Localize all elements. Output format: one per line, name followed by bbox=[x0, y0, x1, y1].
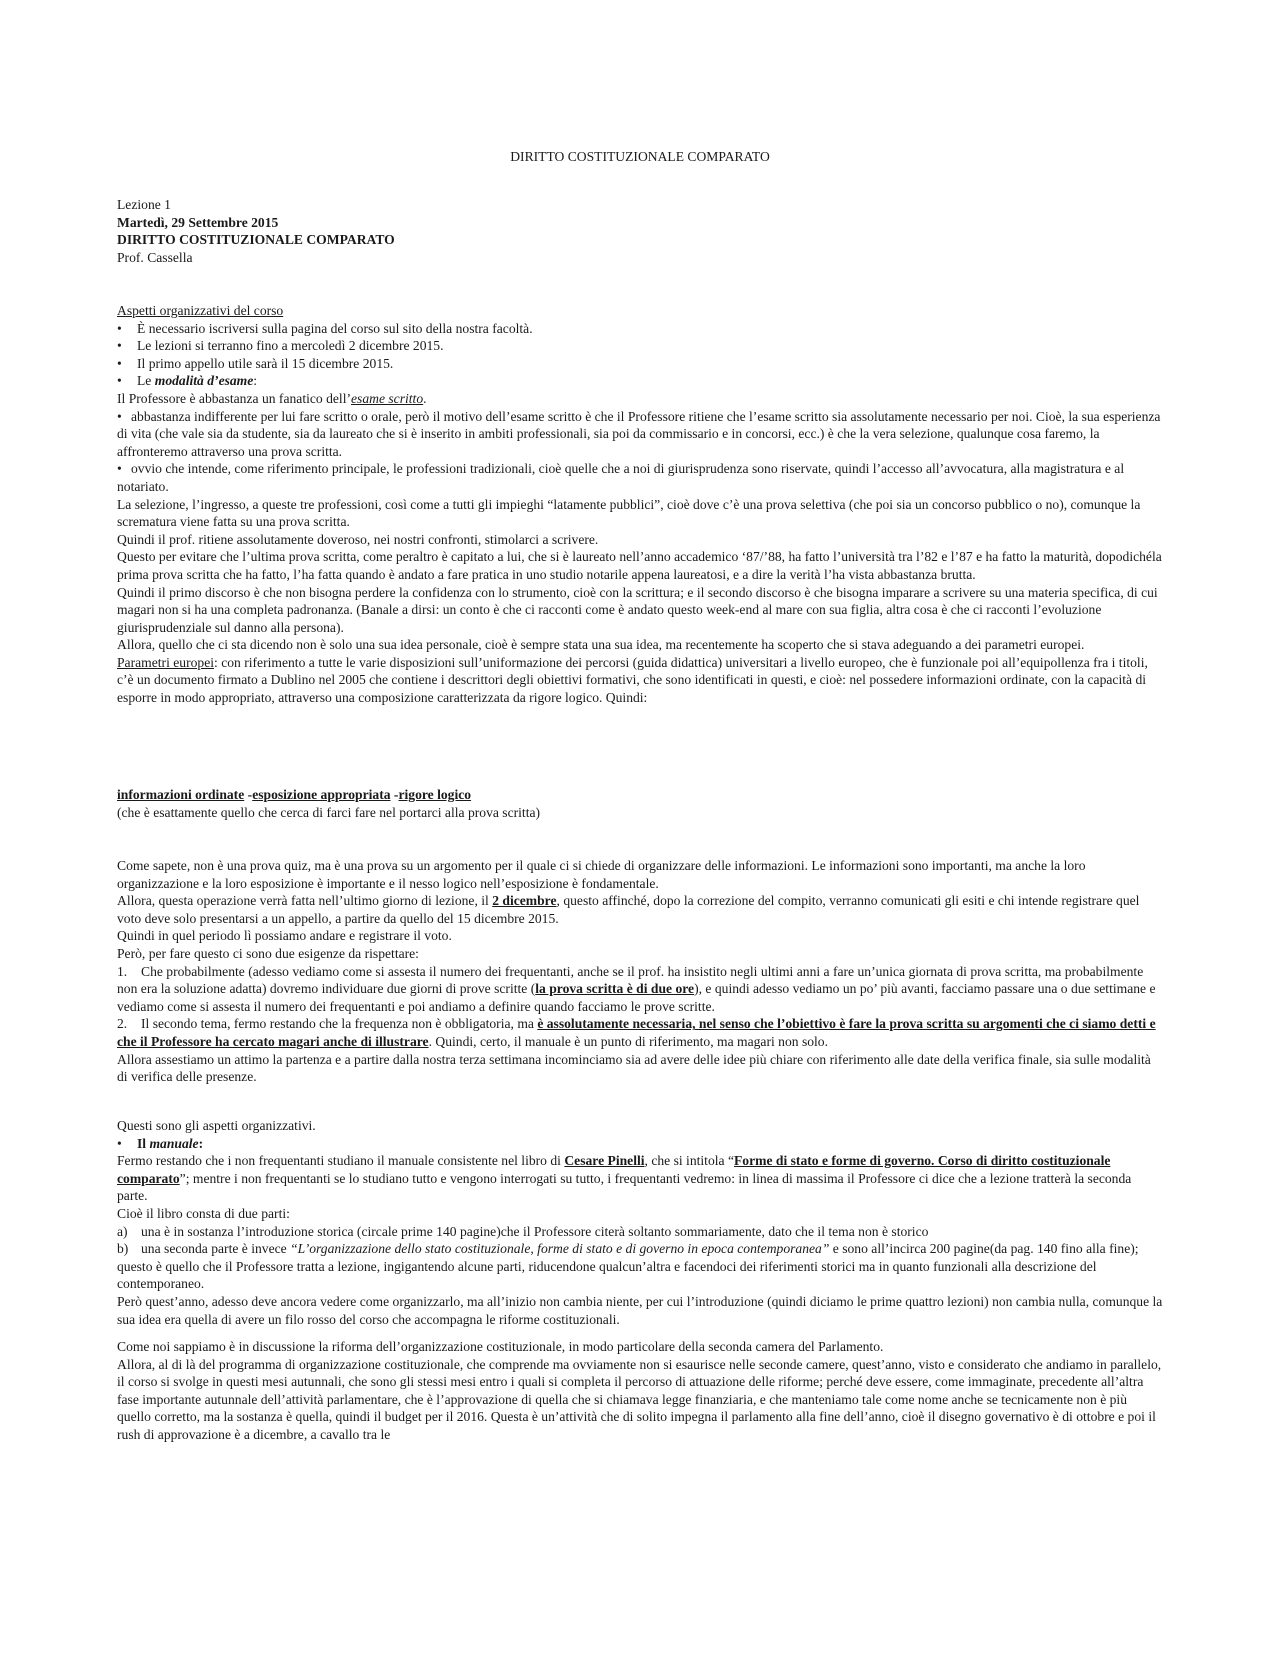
bullet-icon: • bbox=[117, 408, 122, 424]
paragraph: La selezione, l’ingresso, a queste tre professioni, così come a tutti gli impieghi “latamente pubblici”, cioè dove c’è una prova selettiva (che poi sia un concorso pubblico o no), comunque la scrematura viene fatta su una prova scritta. bbox=[117, 496, 1141, 530]
section-reform bbox=[117, 1338, 1163, 1444]
section-exam bbox=[117, 857, 1163, 1086]
numbered-item: 2. Il secondo tema, fermo restando che la frequenza non è obbligatoria, ma è assolutamente necessaria, nel senso che l’obiettivo è fare la prova scritta su argomenti che ci siamo detti e che il Professore ha cercato magari anche di illustrare. Quindi, certo, il manuale è un punto di riferimento, ma magari non solo. bbox=[117, 1016, 1156, 1049]
lesson-number: Lezione 1 bbox=[117, 197, 171, 212]
numbered-item: 1. Che probabilmente (adesso vediamo come si assesta il numero dei frequentanti, anche se il prof. ha insistito negli ultimi anni a fare un’unica giornata di prova scritta, ma probabilmente non era la soluzione adatta) dovremo individuare due giorni di prove scritte (la prova scritta è di due ore), e quindi adesso vediamo un po’ più avanti, facciamo passare una o due settimane e vediamo come si assesta il numero dei frequentanti e poi andiamo a definire quando facciamo le prove scritte. bbox=[117, 963, 1156, 1014]
list-item: • Il primo appello utile sarà il 15 dicembre 2015. bbox=[117, 355, 394, 371]
list-item: • Le modalità d’esame: bbox=[117, 373, 258, 389]
paragraph: Questo per evitare che l’ultima prova scritta, come peraltro è capitato a lui, che si è laureato nell’anno accademico ‘87/’88, ha fatto l’università tra l’82 e l’87 e ha fatto la maturità, dopodichéla prima prova scritta che ha fatto, l’ha fatta quando è andato a fare pratica in uno studio notarile appena laureatosi, e a dire la verità l’ha vista abbastanza brutta. bbox=[117, 549, 1162, 582]
section-heading: Aspetti organizzativi del corso bbox=[117, 303, 284, 318]
descriptor-note: (che è esattamente quello che cerca di farci fare nel portarci alla prova scritta) bbox=[117, 804, 541, 820]
bullet-icon: • bbox=[117, 1135, 122, 1151]
list-item: • È necessario iscriversi sulla pagina del corso sul sito della nostra facoltà. bbox=[117, 320, 533, 336]
paragraph: Però quest’anno, adesso deve ancora vedere come organizzarlo, ma all’inizio non cambia niente, per cui l’introduzione (quindi diciamo le prime quattro lezioni) non cambia nulla, comunque la sua idea era quella di avere un filo rosso del corso che accompagna le riforme costituzionali. bbox=[117, 1293, 1163, 1327]
document-title: DIRITTO COSTITUZIONALE COMPARATO bbox=[510, 149, 770, 164]
paragraph: Parametri europei: con riferimento a tutte le varie disposizioni sull’uniformazione dei percorsi (guida didattica) universitari a livello europeo, che è funzionale poi all’equipollenza fra i titoli, c’è un documento firmato a Dublino nel 2005 che contiene i descrittori degli obiettivi formativi, che sono identificati in questi, e cioè: nel possedere informazioni ordinate, con la capacità di esporre in modo appropriato, attraverso una composizione caratterizzata da rigore logico. Quindi: bbox=[117, 654, 1148, 706]
paragraph: Allora assestiamo un attimo la partenza e a partire dalla nostra terza settimana incominciamo sia ad avere delle idee più chiare con riferimento alle date della verifica finale, sia sulle modalità di verifica delle presenze. bbox=[117, 1051, 1151, 1085]
section-organization bbox=[117, 302, 1163, 707]
descriptor-line: informazioni ordinate -esposizione appropriata -rigore logico bbox=[117, 787, 472, 802]
list-item: • ovvio che intende, come riferimento principale, le professioni tradizionali, cioè quelle che a noi di giurisprudenza sono riservate, quindi l’accesso all’avvocatura, alla magistratura e al notariato. bbox=[117, 461, 1125, 494]
paragraph: Allora, questa operazione verrà fatta nell’ultimo giorno di lezione, il 2 dicembre, questo affinché, dopo la correzione del compito, verranno comunicati gli esiti e chi intende registrare quel voto deve solo presentarsi a un appello, a partire da quello del 15 dicembre 2015. bbox=[117, 893, 1140, 926]
lesson-header bbox=[117, 196, 1163, 266]
bullet-icon: • bbox=[117, 355, 122, 371]
bullet-icon: • bbox=[117, 373, 122, 389]
lettered-item: b) una seconda parte è invece “L’organizzazione dello stato costituzionale, forme di stato e di governo in epoca contemporanea” e sono all’incirca 200 pagine(da pag. 140 fino alla fine); questo è quello che il Professore tratta a lezione, ingigantendo alcune parti, riducendone qualcun’altra e facendoci dei riferimenti storici ma in quanto funzionali alla descrizione del contemporaneo. bbox=[117, 1241, 1139, 1292]
course-name: DIRITTO COSTITUZIONALE COMPARATO bbox=[117, 232, 395, 248]
lesson-date: Martedì, 29 Settembre 2015 bbox=[117, 214, 279, 230]
bullet-icon: • bbox=[117, 338, 122, 354]
paragraph: Come sapete, non è una prova quiz, ma è una prova su un argomento per il quale ci si chiede di organizzare delle informazioni. Le informazioni sono importanti, ma anche la loro organizzazione e la loro esposizione è importante e il nesso logico nell’esposizione è fondamentale. bbox=[117, 858, 1086, 891]
paragraph: Quindi in quel periodo lì possiamo andare e registrare il voto. bbox=[117, 928, 452, 944]
lettered-item: a) una è in sostanza l’introduzione storica (circale prime 140 pagine)che il Professore citerà soltanto sommariamente, dato che il tema non è storico bbox=[117, 1223, 929, 1239]
paragraph: Questi sono gli aspetti organizzativi. bbox=[117, 1118, 316, 1133]
paragraph: Però, per fare questo ci sono due esigenze da rispettare: bbox=[117, 945, 419, 961]
bullet-icon: • bbox=[117, 320, 122, 336]
paragraph: Quindi il prof. ritiene assolutamente doveroso, nei nostri confronti, stimolarci a scrivere. bbox=[117, 531, 599, 547]
paragraph: Fermo restando che i non frequentanti studiano il manuale consistente nel libro di Cesare Pinelli, che si intitola “Forme di stato e forme di governo. Corso di diritto costituzionale comparato”; mentre i non frequentanti se lo studiano tutto e vengono interrogati su tutto, i frequentanti vedremo: in linea di massima il Professore ci dice che a lezione tratterà la seconda parte. bbox=[117, 1153, 1132, 1204]
paragraph: Come noi sappiamo è in discussione la riforma dell’organizzazione costituzionale, in modo particolare della seconda camera del Parlamento. bbox=[117, 1339, 884, 1354]
key-descriptors bbox=[117, 786, 1163, 821]
list-item: • abbastanza indifferente per lui fare scritto o orale, però il motivo dell’esame scritto è che il Professore ritiene che l’esame scritto sia assolutamente necessario per noi. Cioè, la sua esperienza di vita (che vale sia da studente, sia da laureato che si è inserito in ambiti professionali, sia poi da commissario e in concorsi, ecc.) è che la vera selezione, qualunque cosa faremo, la affronteremo attraverso una prova scritta. bbox=[117, 408, 1161, 459]
paragraph: Il Professore è abbastanza un fanatico dell’esame scritto. bbox=[117, 390, 427, 406]
paragraph: Allora, quello che ci sta dicendo non è solo una sua idea personale, cioè è sempre stata una sua idea, ma recentemente ha scoperto che si stava adeguando a dei parametri europei. bbox=[117, 637, 1085, 653]
list-item: • Le lezioni si terranno fino a mercoledì 2 dicembre 2015. bbox=[117, 338, 444, 354]
bullet-icon: • bbox=[117, 461, 122, 477]
paragraph: Allora, al di là del programma di organizzazione costituzionale, che comprende ma ovviamente non si esaurisce nelle seconde camere, quest’anno, visto e considerato che andiamo in parallelo, il corso si svolge in questi mesi autunnali, che sono gli stessi mesi entro i quali si completa il percorso di attuazione delle riforme; perché deve essere, come immaginate, precedente all’altra fase importante autunnale dell’attività parlamentare, che è l’approvazione di quella che si chiamava legge finanziaria, e che manteniamo tale come nome anche se tecnicamente non è più quello corretto, ma la sostanza è quella, quindi il budget per il 2016. Questa è un’attività che di solito impegna il parlamento alla fine dell’anno, cioè il disegno governativo è di ottobre e poi il rush di approvazione è a dicembre, a cavallo tra le bbox=[117, 1356, 1162, 1442]
list-item: • Il manuale: bbox=[117, 1135, 204, 1151]
section-manual bbox=[117, 1117, 1163, 1328]
paragraph: Quindi il primo discorso è che non bisogna perdere la confidenza con lo strumento, cioè con la scrittura; e il secondo discorso è che bisogna imparare a scrivere su una materia specifica, di cui magari non si ha una completa padronanza. (Banale a dirsi: un conto è che ci racconti come è andato questo week-end al mare con sua figlia, altra cosa è che ci racconti l’evoluzione giurisprudenziale sul danno alla persona). bbox=[117, 584, 1158, 635]
professor-name: Prof. Cassella bbox=[117, 249, 193, 265]
paragraph: Cioè il libro consta di due parti: bbox=[117, 1205, 290, 1221]
